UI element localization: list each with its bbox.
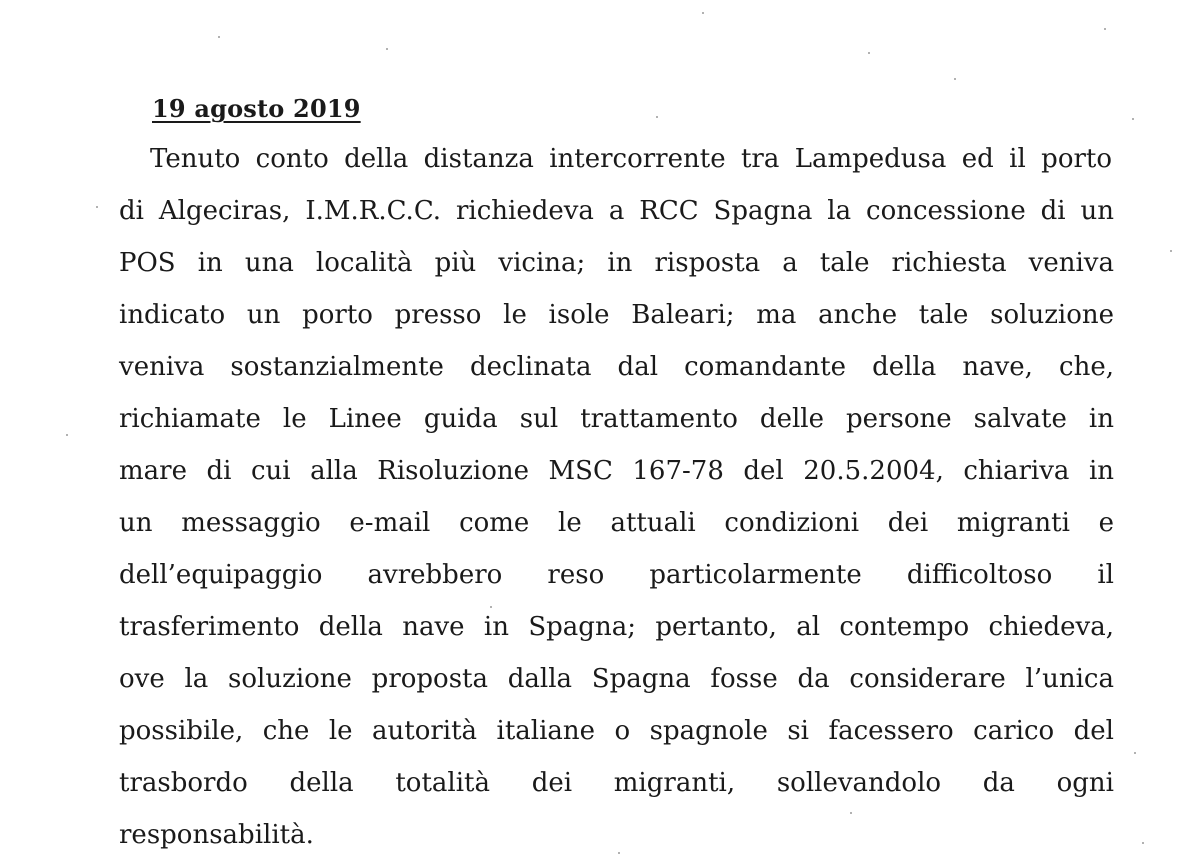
paragraph-line: un messaggio e-mail come le attuali condizioni dei migranti e xyxy=(119,508,1114,538)
scan-speck xyxy=(618,852,620,854)
scan-speck xyxy=(1142,842,1144,844)
scan-speck xyxy=(1134,752,1136,754)
scan-speck xyxy=(702,12,704,14)
paragraph-line: ove la soluzione proposta dalla Spagna fosse da considerare l’unica xyxy=(119,664,1114,694)
paragraph-line: dell’equipaggio avrebbero reso particolarmente difficoltoso il xyxy=(119,560,1114,590)
scan-speck xyxy=(1170,250,1172,252)
scan-speck xyxy=(218,36,220,38)
paragraph-line: veniva sostanzialmente declinata dal comandante della nave, che, xyxy=(119,352,1114,382)
scan-speck xyxy=(96,206,98,208)
scan-speck xyxy=(490,606,492,608)
paragraph-line: indicato un porto presso le isole Baleari; ma anche tale soluzione xyxy=(119,300,1114,330)
scan-speck xyxy=(66,434,68,436)
scan-speck xyxy=(656,116,658,118)
paragraph-line: trasbordo della totalità dei migranti, sollevandolo da ogni xyxy=(119,768,1114,798)
paragraph-line: Tenuto conto della distanza intercorrente tra Lampedusa ed il porto xyxy=(150,144,1112,174)
paragraph-line: POS in una località più vicina; in risposta a tale richiesta veniva xyxy=(119,248,1114,278)
paragraph-line: trasferimento della nave in Spagna; pertanto, al contempo chiedeva, xyxy=(119,612,1114,642)
paragraph-line: richiamate le Linee guida sul trattamento delle persone salvate in xyxy=(119,404,1114,434)
paragraph-line: di Algeciras, I.M.R.C.C. richiedeva a RCC Spagna la concessione di un xyxy=(119,196,1114,226)
paragraph-line: mare di cui alla Risoluzione MSC 167-78 del 20.5.2004, chiariva in xyxy=(119,456,1114,486)
paragraph-line: responsabilità. xyxy=(119,820,314,850)
scan-speck xyxy=(386,48,388,50)
date-heading: 19 agosto 2019 xyxy=(152,94,361,123)
scan-speck xyxy=(850,812,852,814)
scan-speck xyxy=(1132,118,1134,120)
scan-speck xyxy=(868,52,870,54)
paragraph-line: possibile, che le autorità italiane o spagnole si facessero carico del xyxy=(119,716,1114,746)
scan-speck xyxy=(1104,28,1106,30)
scan-speck xyxy=(954,78,956,80)
